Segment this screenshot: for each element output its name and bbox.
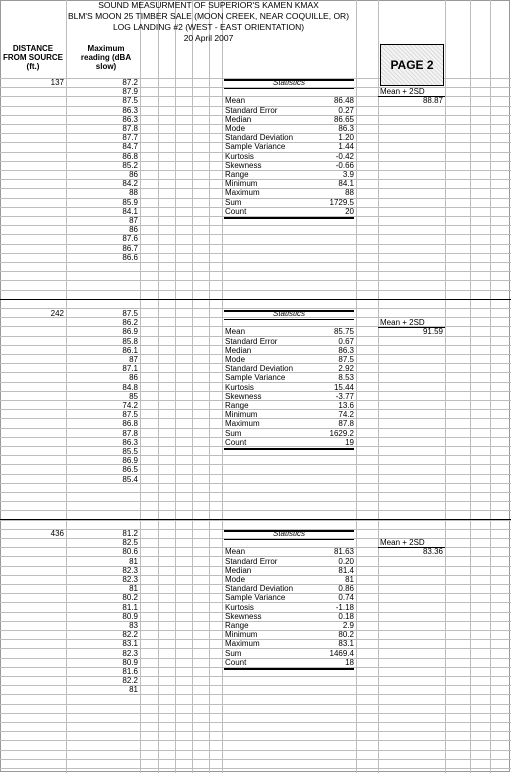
stat-label: Standard Deviation xyxy=(225,133,294,143)
stat-value: 1629.2 xyxy=(329,428,354,438)
stat-label: Count xyxy=(225,657,247,667)
grid-row-line xyxy=(0,492,511,493)
reading-value: 80.9 xyxy=(122,611,138,621)
reading-value: 82.5 xyxy=(122,538,138,548)
stat-label: Range xyxy=(225,401,249,410)
stat-label: Count xyxy=(225,206,247,216)
stat-value: -1.18 xyxy=(335,602,354,612)
reading-value: 86.1 xyxy=(122,345,138,355)
stat-label: Skewness xyxy=(225,611,262,621)
stat-value: 87.5 xyxy=(338,355,354,364)
reading-value: 81 xyxy=(129,584,138,594)
stat-value: -3.77 xyxy=(335,391,354,401)
stat-label: Mode xyxy=(225,124,246,133)
grid-row-line xyxy=(0,704,511,705)
reading-value: 86.9 xyxy=(122,456,138,466)
stat-label: Mode xyxy=(225,575,246,584)
reading-value: 84.8 xyxy=(122,382,138,392)
stat-value: 1.44 xyxy=(338,142,354,152)
stat-value: 86.3 xyxy=(338,124,354,133)
stats-bottom-rule xyxy=(224,448,354,450)
reading-value: 86.3 xyxy=(122,437,138,447)
stat-label: Sample Variance xyxy=(225,373,286,383)
stat-label: Sample Variance xyxy=(225,142,286,152)
stat-value: 0.86 xyxy=(338,584,354,594)
stat-label: Standard Error xyxy=(225,105,278,115)
stat-value: 2.92 xyxy=(338,364,354,374)
stat-value: 0.67 xyxy=(338,336,354,346)
stat-label: Maximum xyxy=(225,188,260,198)
reading-value: 88 xyxy=(129,188,138,198)
stat-value: 1.20 xyxy=(338,133,354,143)
stats-bottom-rule xyxy=(224,217,354,219)
reading-value: 86 xyxy=(129,225,138,235)
stats-title: Statistics xyxy=(272,309,305,318)
reading-value: 85.4 xyxy=(122,474,138,484)
reading-value: 86.2 xyxy=(122,318,138,328)
reading-value: 81 xyxy=(129,556,138,566)
stat-label: Mean xyxy=(225,96,246,106)
grid-row-line xyxy=(0,713,511,714)
reading-value: 84.1 xyxy=(122,206,138,216)
reading-value: 82.3 xyxy=(122,648,138,658)
stat-value: 83.1 xyxy=(338,639,354,649)
stat-label: Count xyxy=(225,437,247,447)
stat-label: Kurtosis xyxy=(225,382,254,392)
stat-label: Median xyxy=(225,345,252,355)
stat-label: Skewness xyxy=(225,391,262,401)
stat-label: Skewness xyxy=(225,160,262,170)
mean-2sd-value: 83.36 xyxy=(422,547,443,557)
reading-value: 85.8 xyxy=(122,336,138,346)
stat-label: Minimum xyxy=(225,630,258,640)
reading-value: 87.7 xyxy=(122,133,138,143)
stat-value: 81 xyxy=(345,575,354,584)
stats-title-rule xyxy=(224,88,354,89)
stat-value: 85.75 xyxy=(333,327,354,337)
stat-label: Median xyxy=(225,114,252,124)
stat-value: 0.74 xyxy=(338,593,354,603)
stat-value: -0.42 xyxy=(335,151,354,161)
reading-value: 83 xyxy=(129,621,138,630)
reading-value: 82.2 xyxy=(122,676,138,686)
reading-value: 81.2 xyxy=(122,529,138,538)
distance-value: 436 xyxy=(50,529,64,538)
reading-value: 84.2 xyxy=(122,179,138,189)
grid-row-line xyxy=(0,501,511,502)
group-separator xyxy=(0,299,511,300)
mean-2sd-label: Mean + 2SD xyxy=(380,538,425,548)
stat-label: Standard Deviation xyxy=(225,584,294,594)
report-date: 20 April 2007 xyxy=(183,33,234,43)
reading-value: 81.6 xyxy=(122,667,138,676)
stat-value: 19 xyxy=(345,437,354,447)
reading-value: 86.8 xyxy=(122,151,138,161)
stat-label: Sum xyxy=(225,428,242,438)
stat-value: 8.53 xyxy=(338,373,354,383)
grid-row-line xyxy=(0,290,511,291)
stat-value: 81.4 xyxy=(338,565,354,575)
reading-value: 86.3 xyxy=(122,114,138,124)
reading-value: 85.5 xyxy=(122,447,138,456)
reading-value: 86.9 xyxy=(122,327,138,337)
reading-value: 86 xyxy=(129,170,138,179)
mean-2sd-label: Mean + 2SD xyxy=(380,318,425,328)
stat-value: 80.2 xyxy=(338,630,354,640)
reading-value: 80.9 xyxy=(122,657,138,667)
reading-value: 87.8 xyxy=(122,124,138,133)
reading-value: 87 xyxy=(129,216,138,225)
stat-label: Standard Deviation xyxy=(225,364,294,374)
stat-value: 1469.4 xyxy=(329,648,354,658)
stat-label: Mean xyxy=(225,547,246,557)
reading-value: 87.8 xyxy=(122,428,138,438)
reading-value: 87.9 xyxy=(122,87,138,97)
reading-value: 86.5 xyxy=(122,465,138,475)
page-label: PAGE 2 xyxy=(380,44,444,86)
mean-2sd-label: Mean + 2SD xyxy=(380,87,425,97)
stat-label: Maximum xyxy=(225,419,260,429)
distance-value: 137 xyxy=(50,78,64,87)
stats-title: Statistics xyxy=(272,78,305,87)
stat-value: 15.44 xyxy=(333,382,354,392)
stat-label: Maximum xyxy=(225,639,260,649)
grid-row-line xyxy=(0,750,511,751)
stat-label: Sample Variance xyxy=(225,593,286,603)
stat-value: 81.63 xyxy=(333,547,354,557)
stats-title-rule xyxy=(224,319,354,320)
stats-title-rule xyxy=(224,539,354,540)
reading-value: 85.9 xyxy=(122,197,138,207)
grid-row-line xyxy=(0,280,511,281)
reading-value: 86.7 xyxy=(122,243,138,253)
grid-row-line xyxy=(0,759,511,760)
report-location: LOG LANDING #2 (WEST - EAST ORIENTATION) xyxy=(112,22,305,32)
stat-value: 74.2 xyxy=(338,410,354,420)
reading-value: 87.2 xyxy=(122,78,138,87)
stats-bottom-rule xyxy=(224,668,354,670)
reading-value: 80.2 xyxy=(122,593,138,603)
stat-label: Minimum xyxy=(225,179,258,189)
grid-row-line xyxy=(0,520,511,521)
stat-value: 86.48 xyxy=(333,96,354,106)
stat-label: Sum xyxy=(225,648,242,658)
grid-row-line xyxy=(0,510,511,511)
stat-label: Mode xyxy=(225,355,246,364)
stat-label: Kurtosis xyxy=(225,151,254,161)
stat-value: 18 xyxy=(345,657,354,667)
distance-header: DISTANCE FROM SOURCE (ft.) xyxy=(3,44,63,71)
reading-value: 85.2 xyxy=(122,160,138,170)
stat-label: Mean xyxy=(225,327,246,337)
stat-label: Sum xyxy=(225,197,242,207)
stat-label: Median xyxy=(225,565,252,575)
reading-value: 87.5 xyxy=(122,410,138,420)
reading-value: 82.3 xyxy=(122,575,138,584)
stat-value: 2.9 xyxy=(342,621,354,630)
report-subtitle: BLM'S MOON 25 TIMBER SALE (MOON CREEK, NEAR COQUILLE, OR) xyxy=(67,11,350,21)
grid-row-line xyxy=(0,768,511,769)
stat-label: Kurtosis xyxy=(225,602,254,612)
stat-value: -0.66 xyxy=(335,160,354,170)
stat-value: 86.65 xyxy=(333,114,354,124)
reading-value: 80.6 xyxy=(122,547,138,557)
report-title: SOUND MEASURMENT OF SUPERIOR'S KAMEN KMAX xyxy=(98,0,319,10)
reading-value: 82.2 xyxy=(122,630,138,640)
reading-value: 81 xyxy=(129,685,138,695)
stat-value: 1729.5 xyxy=(329,197,354,207)
reading-value: 85 xyxy=(129,391,138,401)
reading-value: 87.1 xyxy=(122,364,138,374)
reading-value: 83.1 xyxy=(122,639,138,649)
stat-value: 0.18 xyxy=(338,611,354,621)
reading-value: 86 xyxy=(129,373,138,383)
reading-value: 86.6 xyxy=(122,252,138,262)
grid-row-line xyxy=(0,271,511,272)
reading-value: 86.3 xyxy=(122,105,138,115)
stat-value: 20 xyxy=(345,206,354,216)
reading-value: 82.3 xyxy=(122,565,138,575)
stats-title: Statistics xyxy=(272,529,305,538)
stat-value: 13.6 xyxy=(338,401,354,410)
grid-row-line xyxy=(0,740,511,741)
distance-value: 242 xyxy=(50,309,64,318)
grid-row-line xyxy=(0,731,511,732)
stat-value: 3.9 xyxy=(342,170,354,179)
mean-2sd-value: 88.87 xyxy=(422,96,443,106)
stat-label: Standard Error xyxy=(225,336,278,346)
reading-value: 87.6 xyxy=(122,234,138,244)
reading-value: 81.1 xyxy=(122,602,138,612)
stat-label: Standard Error xyxy=(225,556,278,566)
stat-value: 87.8 xyxy=(338,419,354,429)
reading-value: 87.5 xyxy=(122,309,138,318)
stat-value: 86.3 xyxy=(338,345,354,355)
stat-value: 88 xyxy=(345,188,354,198)
stat-label: Range xyxy=(225,621,249,630)
grid-row-line xyxy=(0,722,511,723)
stat-value: 0.20 xyxy=(338,556,354,566)
stat-value: 84.1 xyxy=(338,179,354,189)
reading-header: Maximum reading (dBA slow) xyxy=(80,44,132,71)
reading-value: 87.5 xyxy=(122,96,138,106)
group-separator xyxy=(0,519,511,520)
stat-label: Minimum xyxy=(225,410,258,420)
reading-value: 84.7 xyxy=(122,142,138,152)
stat-value: 0.27 xyxy=(338,105,354,115)
mean-2sd-value: 91.59 xyxy=(422,327,443,337)
reading-value: 86.8 xyxy=(122,419,138,429)
stat-label: Range xyxy=(225,170,249,179)
reading-value: 87 xyxy=(129,355,138,364)
reading-value: 74.2 xyxy=(122,401,138,410)
